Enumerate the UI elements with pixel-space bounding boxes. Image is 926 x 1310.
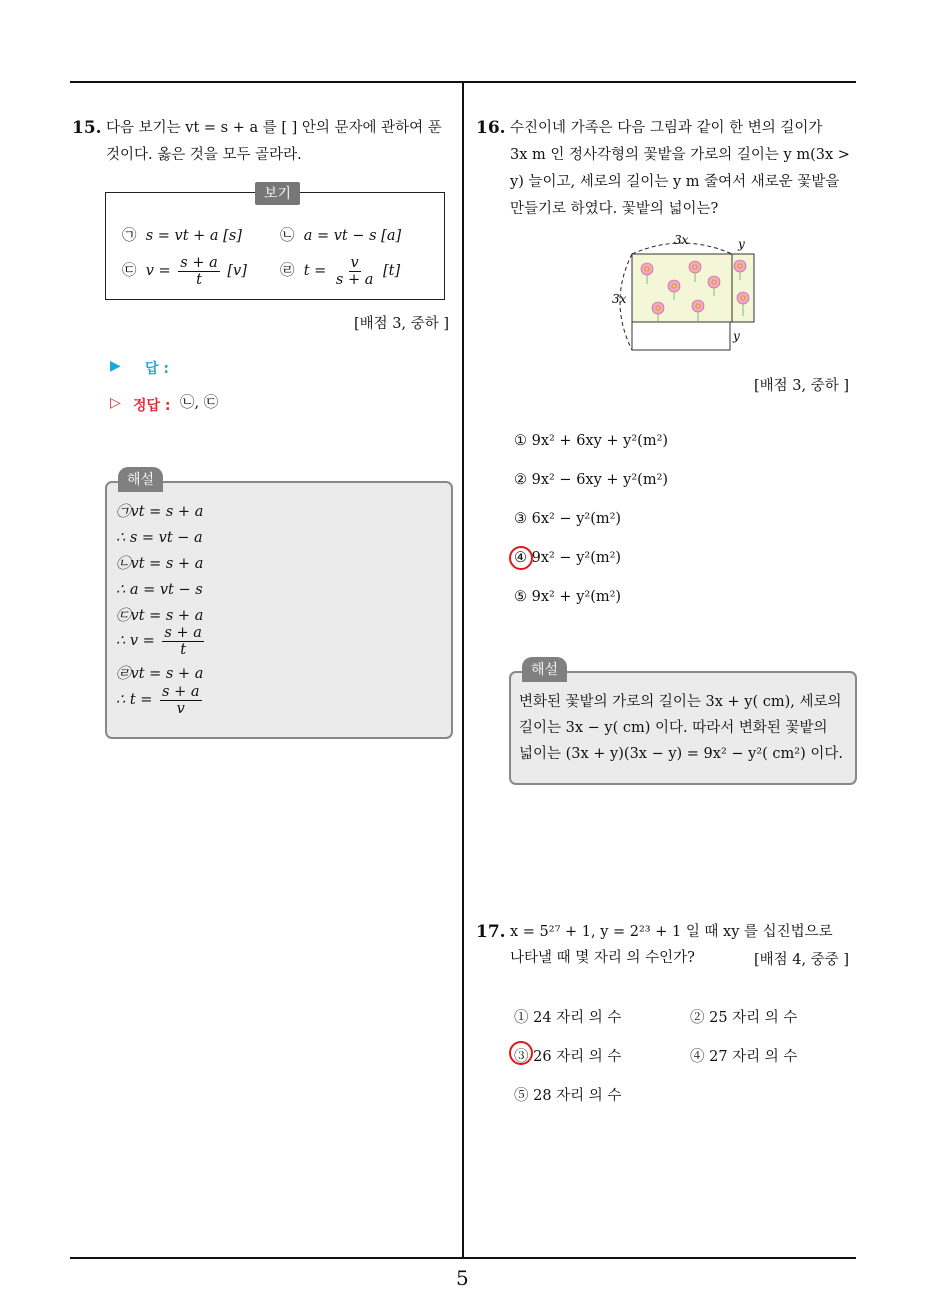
label-top-3x: 3x — [674, 233, 689, 247]
q17-score: [배점 4, 중중 ] — [754, 952, 850, 968]
bogi-item-1: ㉠ s = vt + a [s] — [122, 228, 242, 244]
bogi-label: 보기 — [255, 182, 300, 205]
q17-text-line2: 나타낼 때 몇 자리 의 수인가? — [510, 950, 695, 966]
q16-text-line2: 3x m 인 정사각형의 꽃밭을 가로의 길이는 y m(3x > — [510, 147, 850, 163]
q15-sol-line-4: ∴ a = vt − s — [116, 582, 203, 598]
q15-score: [배점 3, 중하 ] — [354, 316, 450, 332]
q16-choice-3[interactable]: ③ 6x² − y²(m²) — [514, 511, 622, 527]
q16-solution-label: 해설 — [522, 657, 567, 682]
q15-sol-frac-1: ∴ v = $\frac{s + a}{t}$ — [116, 624, 202, 658]
q17-choice-4[interactable]: ④ 27 자리 의 수 — [690, 1049, 798, 1065]
page-number: 5 — [456, 1266, 469, 1290]
q15-sol-frac-2: ∴ t = $\frac{s + a}{v}$ — [116, 683, 200, 717]
q16-score: [배점 3, 중하 ] — [754, 378, 850, 394]
bogi-item-3: ㉢ v = $\frac{s + a}{t}$ [v] — [122, 254, 247, 288]
q16-answer-circle — [509, 546, 533, 570]
q17-choice-3[interactable]: ③ 26 자리 의 수 — [514, 1049, 622, 1065]
q17-choice-2[interactable]: ② 25 자리 의 수 — [690, 1010, 798, 1026]
q16-text-line4: 만들기로 하였다. 꽃밭의 넓이는? — [510, 201, 719, 217]
correct-value: ㉡, ㉢ — [180, 395, 219, 411]
q16-text-line3: y) 늘이고, 세로의 길이는 y m 줄여서 새로운 꽃밭을 — [510, 174, 840, 190]
q15-sol-line-5: ㉢vt = s + a — [116, 608, 204, 624]
label-top-right-y: y — [738, 237, 745, 251]
label-bottom-right-y: y — [733, 329, 740, 343]
q17-answer-circle — [509, 1041, 533, 1065]
bogi-item-4: ㉣ t = $\frac{v}{s + a}$ [t] — [280, 254, 401, 288]
answer-label: 답 : — [145, 361, 169, 377]
q16-sol-line-1: 변화된 꽃밭의 가로의 길이는 3x + y( cm), 세로의 — [519, 694, 842, 710]
q17-choice-1[interactable]: ① 24 자리 의 수 — [514, 1010, 622, 1026]
removed-strip — [632, 322, 730, 350]
bottom-rule — [70, 1257, 856, 1259]
q17-number: 17. — [476, 922, 506, 942]
q15-number: 15. — [72, 118, 102, 138]
correct-arrow-icon: ▷ — [110, 395, 121, 411]
q15-text-line1: 다음 보기는 vt = s + a 를 [ ] 안의 문자에 관하여 푼 — [106, 120, 442, 136]
label-left-3x: 3x — [612, 292, 627, 306]
q15-sol-line-3: ㉡vt = s + a — [116, 556, 204, 572]
q16-choice-1[interactable]: ① 9x² + 6xy + y²(m²) — [514, 433, 669, 449]
flowerbed-figure — [600, 232, 800, 362]
q15-solution-label: 해설 — [118, 467, 163, 492]
q15-sol-line-6: ㉣vt = s + a — [116, 666, 204, 682]
q16-number: 16. — [476, 118, 506, 138]
q16-choice-5[interactable]: ⑤ 9x² + y²(m²) — [514, 589, 622, 605]
q16-choice-4[interactable]: ④ 9x² − y²(m²) — [514, 550, 622, 566]
q16-choice-2[interactable]: ② 9x² − 6xy + y²(m²) — [514, 472, 669, 488]
q16-text-line1: 수진이네 가족은 다음 그림과 같이 한 변의 길이가 — [510, 120, 823, 136]
q15-sol-line-2: ∴ s = vt − a — [116, 530, 203, 546]
q16-sol-line-3: 넓이는 (3x + y)(3x − y) = 9x² − y²( cm²) 이다. — [519, 746, 843, 762]
column-divider — [462, 83, 464, 1259]
q17-choice-5[interactable]: ⑤ 28 자리 의 수 — [514, 1088, 622, 1104]
q16-sol-line-2: 길이는 3x − y( cm) 이다. 따라서 변화된 꽃밭의 — [519, 720, 828, 736]
q15-sol-line-1: ㉠vt = s + a — [116, 504, 204, 520]
correct-label: 정답 : — [133, 398, 171, 414]
answer-arrow-icon: ▶ — [110, 358, 121, 374]
bogi-item-2: ㉡ a = vt − s [a] — [280, 228, 402, 244]
q17-text-line1: x = 5²⁷ + 1, y = 2²³ + 1 일 때 xy 를 십진법으로 — [510, 924, 833, 940]
q15-text-line2: 것이다. 옳은 것을 모두 골라라. — [106, 147, 302, 163]
